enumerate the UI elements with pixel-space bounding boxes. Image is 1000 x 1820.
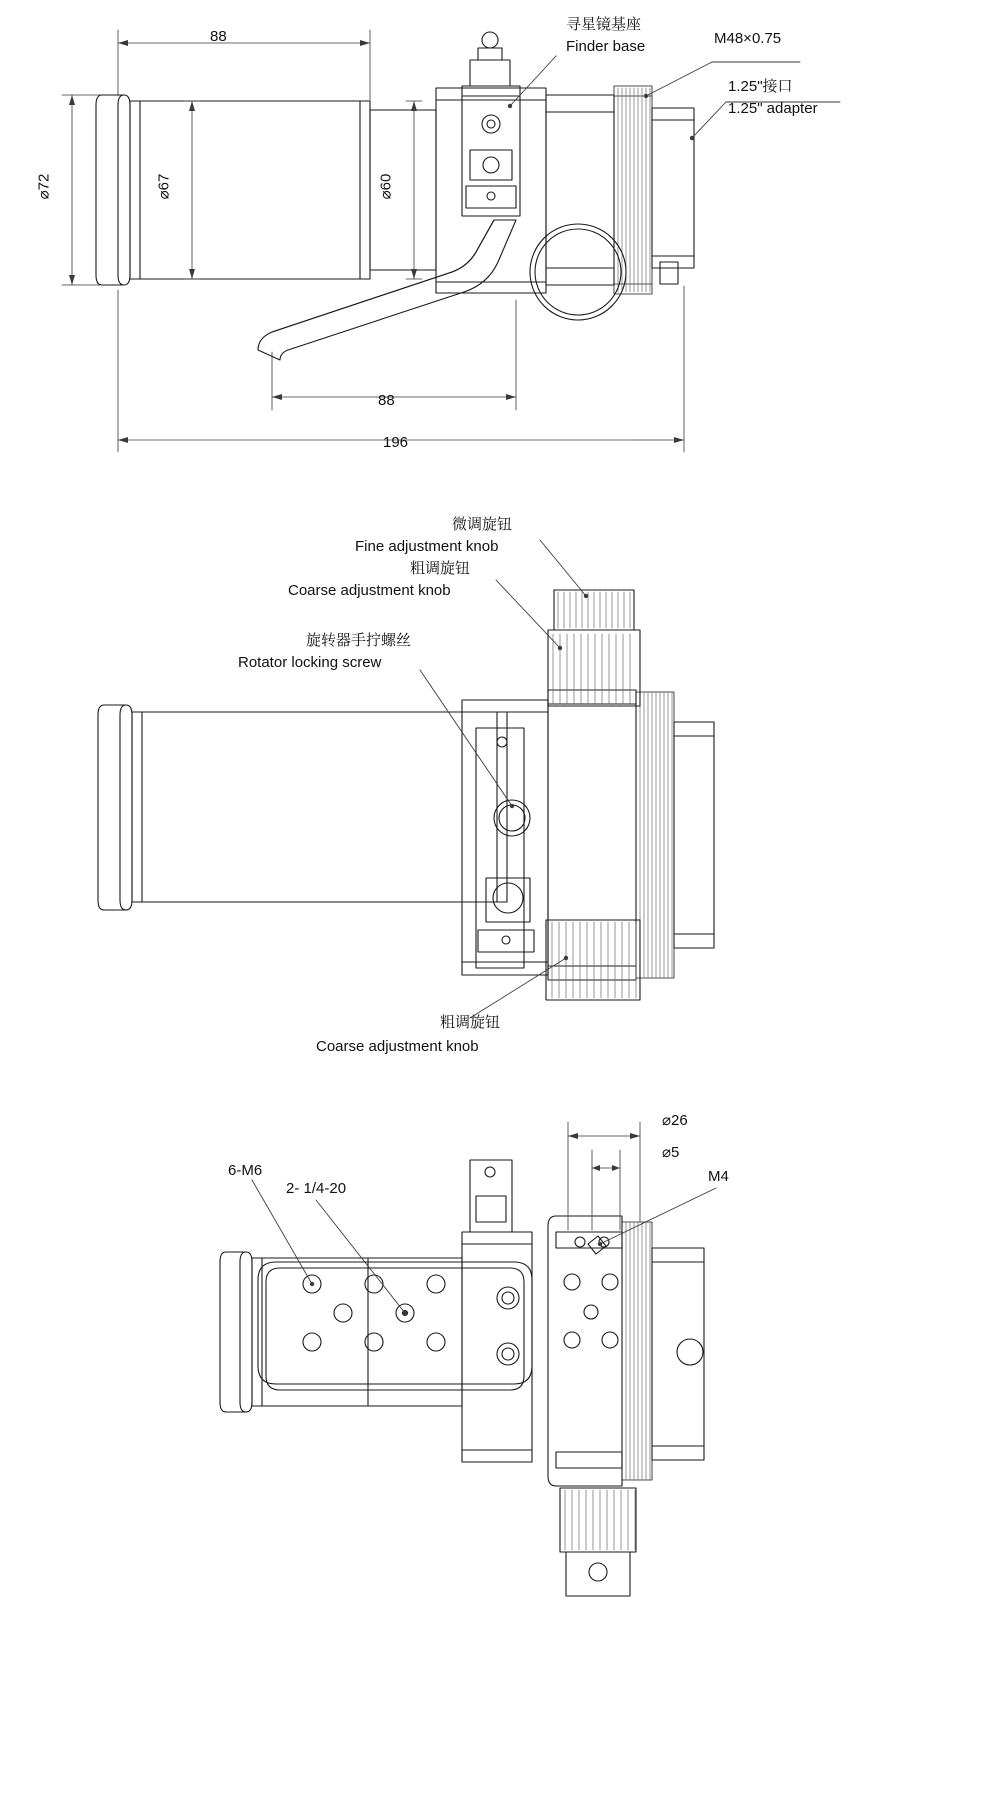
side-view-leaders — [420, 540, 588, 1018]
side-view-front-ring — [98, 705, 132, 910]
top-view-leaders — [508, 56, 840, 140]
bottom-view-holes — [303, 1275, 445, 1351]
coarse-knob-bottom-label-cn: 粗调旋钮 — [440, 1014, 501, 1031]
fine-knob-label-en: Fine adjustment knob — [355, 538, 499, 555]
dim-dia-72: ⌀72 — [35, 173, 53, 200]
dim-dia-67: ⌀67 — [155, 173, 173, 200]
rotator-screw-label-cn: 旋转器手拧螺丝 — [306, 632, 412, 649]
bottom-view-body — [462, 1232, 532, 1462]
bottom-view-knurl-ring — [622, 1222, 652, 1480]
coarse-knob-top-label-en: Coarse adjustment knob — [288, 582, 451, 599]
top-view-dimension-lines — [62, 30, 684, 452]
bottom-view-finder — [470, 1160, 512, 1232]
finder-base-label-en: Finder base — [566, 38, 646, 55]
top-knob-knurl — [553, 592, 630, 704]
bottom-view-knurl-lines — [626, 1222, 650, 1480]
side-view-adapter — [674, 722, 714, 948]
bottom-view-knob-knurl — [565, 1490, 635, 1550]
finder-base-label-cn: 寻星镜基座 — [566, 16, 642, 33]
thread-6-m6-label: 6-M6 — [228, 1162, 263, 1179]
bottom-view-focuser-block — [548, 1216, 622, 1486]
dim-dia-60: ⌀60 — [377, 173, 395, 200]
dim-196: 196 — [383, 434, 409, 451]
side-view-main-tube — [132, 712, 507, 902]
rotator-screw-label-en: Rotator locking screw — [238, 654, 382, 671]
adapter-125-label-cn: 1.25"接口 — [728, 78, 793, 95]
thread-m48-label: M48×0.75 — [714, 30, 782, 47]
thread-quarter-20-label: 2- 1/4-20 — [286, 1180, 347, 1197]
top-view-adapter — [652, 108, 694, 284]
bottom-view-mounting-plate — [258, 1262, 532, 1390]
side-view-focuser-body — [462, 690, 636, 980]
top-view-rotator-knob — [530, 224, 626, 320]
adapter-125-label-en: 1.25" adapter — [728, 100, 818, 117]
top-view-front-ring — [96, 95, 130, 285]
dim-dia-26: ⌀26 — [662, 1112, 688, 1129]
bottom-view-leaders — [252, 1180, 716, 1315]
side-view-finder-base — [476, 728, 534, 968]
coarse-adjustment-knob-shape — [546, 920, 640, 1000]
dim-dia-5: ⌀5 — [662, 1144, 680, 1161]
fine-knob-label-cn: 微调旋钮 — [452, 516, 513, 533]
bottom-view-knob — [560, 1488, 636, 1596]
bottom-view-dimension-lines — [568, 1122, 640, 1230]
top-view-finder-base — [462, 32, 520, 216]
bottom-view-front-ring — [220, 1252, 252, 1412]
bottom-knob-knurl — [552, 922, 636, 998]
top-view-focuser-body — [436, 88, 614, 293]
dim-88-upper: 88 — [210, 28, 227, 45]
side-view-knurl-lines — [640, 692, 672, 978]
top-view-knurl-lines — [618, 88, 650, 292]
thread-m4-label: M4 — [708, 1168, 729, 1185]
dim-88-lower: 88 — [378, 392, 395, 409]
bottom-view-rear-adapter — [652, 1248, 704, 1460]
coarse-knob-bottom-label-en: Coarse adjustment knob — [316, 1038, 479, 1055]
top-view-handle — [258, 220, 516, 360]
coarse-knob-top-label-cn: 粗调旋钮 — [410, 560, 471, 577]
